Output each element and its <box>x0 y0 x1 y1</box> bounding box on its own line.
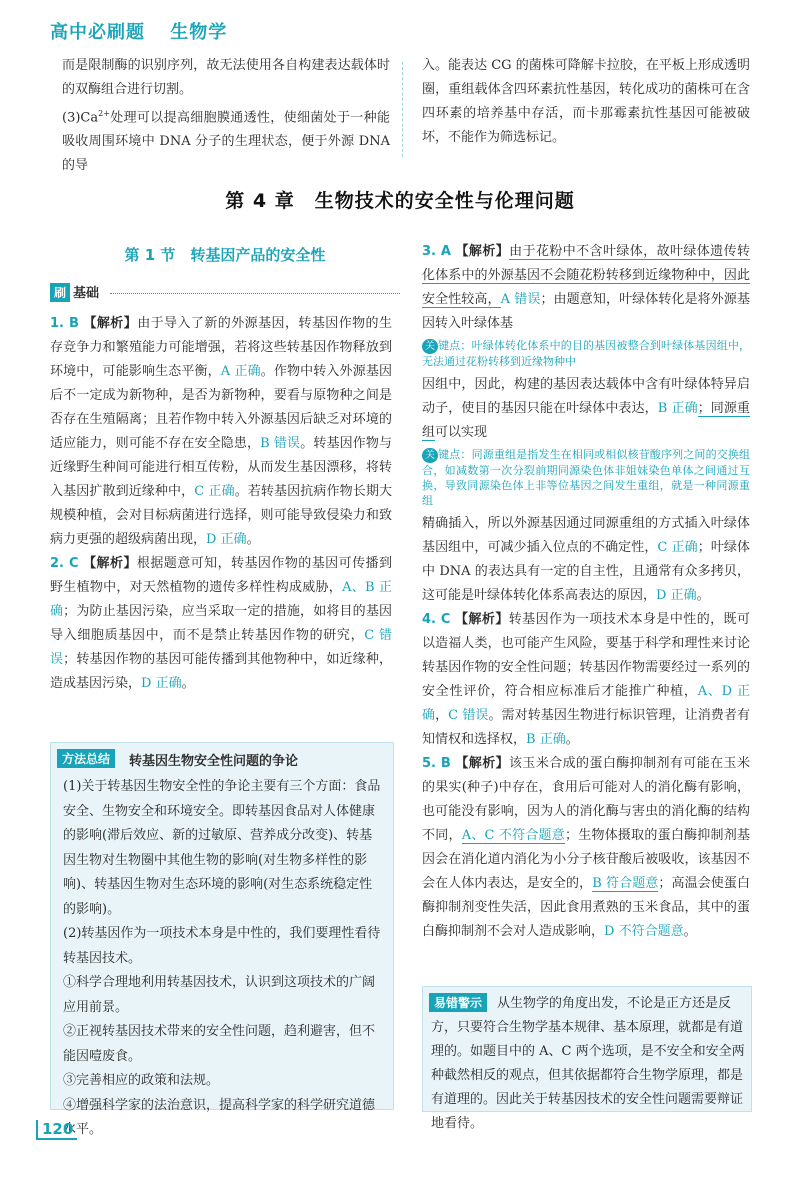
common-error-box <box>422 986 752 1131</box>
series-title: 高中必刷题 <box>50 22 145 43</box>
top-right-text: 入。能表达 CG 的菌株可降解卡拉胶，在平板上形成透明圈，重组载体含四环素抗性基因，转化成功的菌株可在含四环素的培养基中存活，而卡那霉素抗性基因可能被破坏，不能作为筛选标记。 <box>422 58 750 145</box>
section-title: 第 1 节 转基因产品的安全性 <box>124 246 326 264</box>
basics-heading <box>50 282 400 304</box>
page-number: 120 <box>36 1120 77 1140</box>
header <box>50 18 245 44</box>
chapter-title: 第 4 章 生物技术的安全性与伦理问题 <box>225 190 575 212</box>
common-error-text: 从生物学的角度出发，不论是正方还是反方，只要符合生物学基本规律、基本原理，就都是有道理的。如题目中的 A、C 两个选项，是不安全和安全两种截然相反的观点，但其依据都符合生物学原理，都是有道理的。因此关于转基因技术的安全性问题需要辩证地看待。 <box>431 996 745 1131</box>
answer-5: 5. B 【解析】该玉米合成的蛋白酶抑制剂有可能在玉米的果实(种子)中存在，食用后可能对人的消化酶有影响，也可能没有影响，因为人的消化酶与害虫的消化酶的结构不同，A、C 不符合题意；生物体摄取的蛋白酶抑制剂基因会在消化道内消化为小分子核苷酸后被吸收，该基因不会在人体内表达，是安全的，B 符合题意；高温会使蛋白酶抑制剂变性失活，因此食用煮熟的玉米食品，其中的蛋白酶抑制剂不会对人造成影响，D 不符合题意。 <box>422 756 750 939</box>
answer-2: 2. C 【解析】根据题意可知，转基因作物的基因可传播到野生植物中，对天然植物的遗传多样性构成威胁，A、B 正确；为防止基因污染，应当采取一定的措施，如将目的基因导入细胞质基因中，而不是禁止转基因作物的研究，C 错误；转基因作物的基因可能传播到其他物种中，如近缘种，造成基因污染，D 正确。 <box>50 556 392 691</box>
answer-3: 3. A 【解析】由于花粉中不含叶绿体，故叶绿体遗传转化体系中的外源基因不会随花粉转移到近缘物种中，因此安全性较高，A 错误；由题意知，叶绿体转化是将外源基因转入叶绿体基 <box>422 244 750 331</box>
answer-3-end: 精确插入，所以外源基因通过同源重组的方式插入叶绿体基因组中，可减少插入位点的不确定性，C 正确；叶绿体中 DNA 的表达具有一定的自主性，且通常有众多拷贝，这可能是叶绿体转化体系高表达的原因，D 正确。 <box>422 516 750 603</box>
basics-tag: 刷 <box>50 283 70 302</box>
method-summary-content: (1)关于转基因生物安全性的争论主要有三个方面：食品安全、生物安全和环境安全。即转基因食品对人体健康的影响(滞后效应、新的过敏原、营养成分改变)、转基因生物对生物圈中其他生物的影响(对生物多样性的影响)、转基因生物对生态环境的影响(对生态系统稳定性的影响)。 (2)转基因作为一项技术本身是中性的，我们要理性看待转基因技术。 ①科学合理地利用转基因技术，认识到这项技术的广阔应用前景。 ②正视转基因技术带来的安全性问题，趋利避害，但不能因噎废食。 ③完善相应的政策和法规。 ④增强科学家的法治意识，提高科学家的科学研究道德水平。 <box>63 779 381 1137</box>
right-answers <box>422 240 750 944</box>
common-error-tag: 易错警示 <box>429 993 487 1012</box>
method-summary-tag: 方法总结 <box>57 749 115 768</box>
top-left-q3: $(3)Ca^{2+}$处理可以提高细胞膜通透性，使细菌处于一种能吸收周围环境中 DNA 分子的生理状态，便于外源 DNA 的导 <box>62 109 390 174</box>
top-left-continuation <box>62 54 390 178</box>
key-note-1: 关 键点：叶绿体转化体系中的目的基因被整合到叶绿体基因组中，无法通过花粉转移到近缘物种中 <box>422 339 750 368</box>
method-summary-title: 转基因生物安全性问题的争论 <box>129 754 299 769</box>
top-right-continuation <box>422 54 750 150</box>
basics-label: 基础 <box>73 286 100 301</box>
dotted-rule <box>110 293 400 294</box>
subject-title: 生物学 <box>170 22 228 43</box>
answer-3-cont: 因组中，因此，构建的基因表达载体中含有叶绿体特异启动子，使目的基因只能在叶绿体中表达，B 正确；同源重组可以实现 <box>422 377 750 440</box>
left-answers <box>50 312 392 696</box>
key-note-2: 关 键点：同源重组是指发生在相同或相似核苷酸序列之间的交换组合，如减数第一次分裂前期同源染色体非姐妹染色单体之间通过互换，导致同源染色体上非等位基因之间发生重组，就是一种同源重组 <box>422 448 750 507</box>
column-divider <box>402 62 403 157</box>
top-left-text: 而是限制酶的识别序列，故无法使用各自构建表达载体时的双酶组合进行切割。 <box>62 58 390 97</box>
answer-1: 1. B 【解析】由于导入了新的外源基因，转基因作物的生存竞争力和繁殖能力可能增强，若将这些转基因作物释放到环境中，可能影响生态平衡，A 正确。作物中转入外源基因后不一定成为新物种，是否为新物种，要看与原物种之间是否存在生殖隔离；且若作物中转入外源基因后缺乏对环境的适应能力，则可能不存在安全隐患，B 错误。转基因作物与近缘野生种间可能进行相互传粉，从而发生基因漂移，将转入基因扩散到近缘种中，C 正确。若转基因抗病作物长期大规模种植，会对目标病菌进行选择，则可能导致侵染力和致病力更强的超级病菌出现，D 正确。 <box>50 316 392 547</box>
answer-4: 4. C 【解析】转基因作为一项技术本身是中性的，既可以造福人类，也可能产生风险，要基于科学和理性来讨论转基因作物的安全性问题；转基因作物需要经过一系列的安全性评价，符合相应标准后才能推广种植，A、D 正确，C 错误。需对转基因生物进行标识管理，让消费者有知情权和选择权，B 正确。 <box>422 612 750 747</box>
